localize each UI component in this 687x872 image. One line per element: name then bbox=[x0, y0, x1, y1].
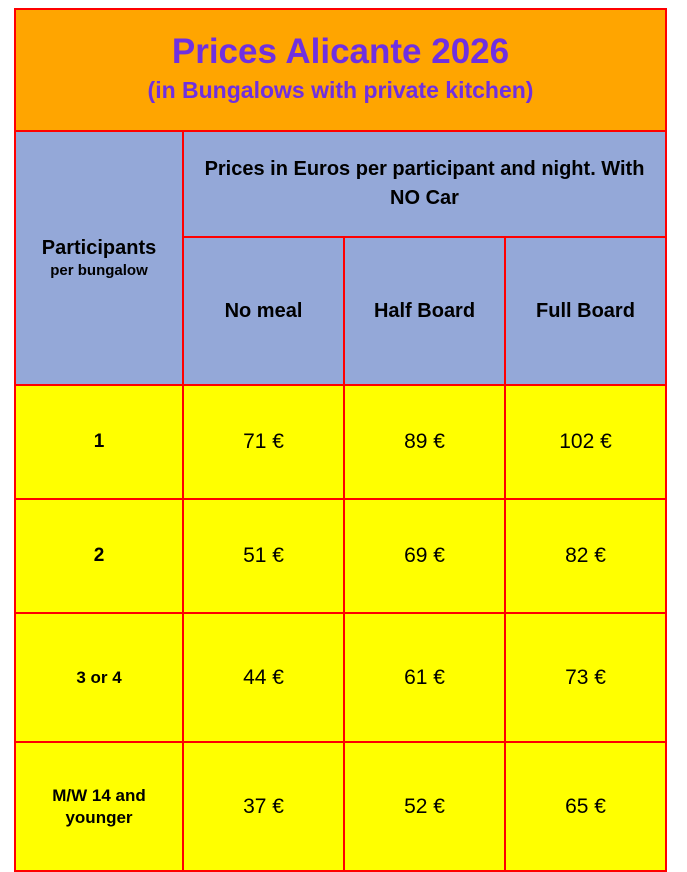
price-cell: 69 € bbox=[344, 499, 505, 613]
price-cell: 51 € bbox=[183, 499, 344, 613]
price-cell: 52 € bbox=[344, 742, 505, 871]
price-cell: 65 € bbox=[505, 742, 666, 871]
title-block bbox=[15, 9, 666, 131]
table-title-row bbox=[15, 9, 666, 131]
table-row bbox=[15, 742, 666, 871]
price-sheet bbox=[0, 8, 687, 827]
column-header-no-meal: No meal bbox=[183, 237, 344, 385]
price-cell: 44 € bbox=[183, 613, 344, 742]
table-row bbox=[15, 613, 666, 742]
table-row bbox=[15, 499, 666, 613]
table-row bbox=[15, 385, 666, 499]
price-cell: 71 € bbox=[183, 385, 344, 499]
price-cell: 37 € bbox=[183, 742, 344, 871]
page-subtitle: (in Bungalows with private kitchen) bbox=[147, 76, 534, 103]
row-label-youth: M/W 14 and younger bbox=[15, 742, 183, 871]
participants-header-cell bbox=[15, 131, 183, 385]
row-label-3-or-4: 3 or 4 bbox=[15, 613, 183, 742]
row-label-2: 2 bbox=[15, 499, 183, 613]
prices-table bbox=[14, 8, 667, 872]
column-header-half-board: Half Board bbox=[344, 237, 505, 385]
prices-group-header: Prices in Euros per participant and night. With NO Car bbox=[183, 131, 666, 237]
page-title: Prices Alicante 2026 bbox=[171, 32, 510, 72]
price-cell: 73 € bbox=[505, 613, 666, 742]
table-header-group-row bbox=[15, 131, 666, 237]
row-label-1: 1 bbox=[15, 385, 183, 499]
column-header-full-board: Full Board bbox=[505, 237, 666, 385]
price-cell: 82 € bbox=[505, 499, 666, 613]
price-cell: 61 € bbox=[344, 613, 505, 742]
participants-header-label: Participants bbox=[41, 237, 157, 259]
price-cell: 102 € bbox=[505, 385, 666, 499]
participants-header-sublabel: per bungalow bbox=[50, 262, 148, 279]
price-cell: 89 € bbox=[344, 385, 505, 499]
